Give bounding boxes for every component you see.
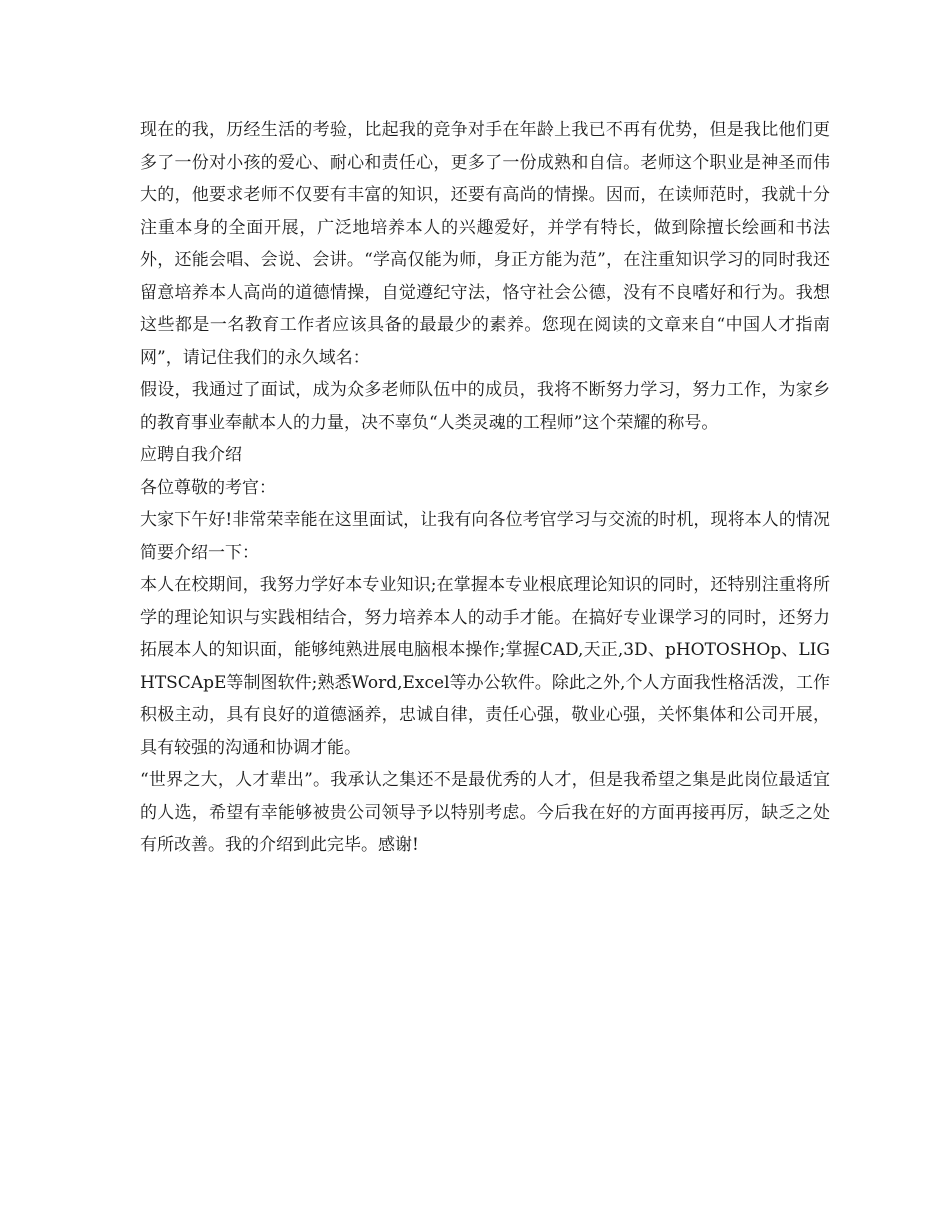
paragraph-greeting: 大家下午好!非常荣幸能在这里面试，让我有向各位考官学习与交流的时机，现将本人的情况简要介绍一下：: [140, 510, 830, 563]
paragraph-skills: 本人在校期间，我努力学好本专业知识;在掌握本专业根底理论知识的同时，还特别注重将所学的理论知识与实践相结合，努力培养本人的动手才能。在搞好专业课学习的同时，还努力拓展本人的知识面，能够纯熟进展电脑根本操作;掌握CAD,天正,3D、pHOTOSHOp、LIGHTSCApE等制图软件;熟悉Word,Excel等办公软件。除此之外,个人方面我性格活泼，工作积极主动，具有良好的道德涵养，忠诚自律，责任心强，敬业心强，关怀集体和公司开展，具有较强的沟通和协调才能。: [140, 575, 830, 758]
paragraph-hypothesis: 假设，我通过了面试，成为众多老师队伍中的成员，我将不断努力学习，努力工作，为家乡的教育事业奉献本人的力量，决不辜负“人类灵魂的工程师”这个荣耀的称号。: [140, 380, 830, 433]
section-heading: 应聘自我介绍: [140, 445, 242, 465]
salutation: 各位尊敬的考官：: [140, 477, 276, 498]
paragraph-closing: “世界之大，人才辈出”。我承认之集还不是最优秀的人才，但是我希望之集是此岗位最适宜的人选，希望有幸能够被贵公司领导予以特别考虑。今后我在好的方面再接再厉，缺乏之处有所改善。我的介绍到此完毕。感谢!: [140, 770, 830, 855]
paragraph-career-reflection: 现在的我，历经生活的考验，比起我的竞争对手在年龄上我已不再有优势，但是我比他们更多了一份对小孩的爱心、耐心和责任心，更多了一份成熟和自信。老师这个职业是神圣而伟大的，他要求老师不仅要有丰富的知识，还要有高尚的情操。因而，在读师范时，我就十分注重本身的全面开展，广泛地培养本人的兴趣爱好，并学有特长，做到除擅长绘画和书法外，还能会唱、会说、会讲。“学高仅能为师，身正方能为范”，在注重知识学习的同时我还留意培养本人高尚的道德情操，自觉遵纪守法，恪守社会公德，没有不良嗜好和行为。我想这些都是一名教育工作者应该具备的最最少的素养。您现在阅读的文章来自“中国人才指南网”，请记住我们的永久域名：: [140, 120, 830, 368]
document-body: [140, 114, 830, 862]
